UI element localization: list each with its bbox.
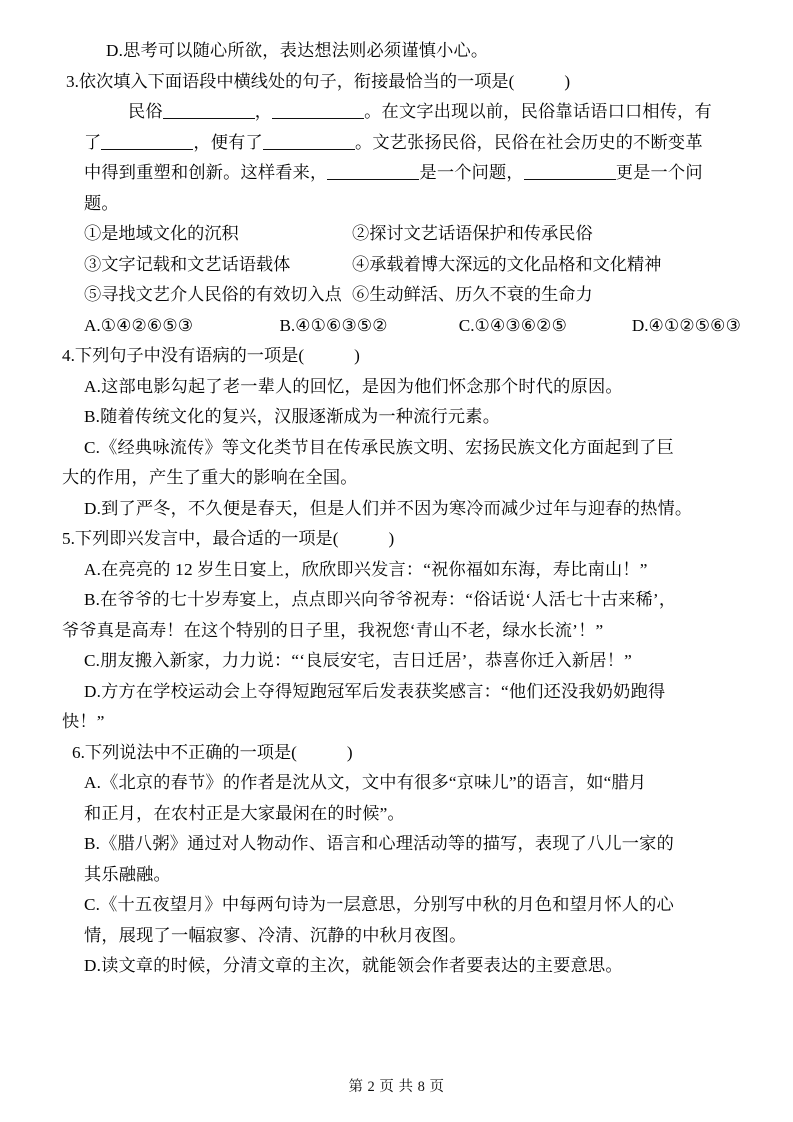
- question-5-stem: [62, 524, 741, 555]
- question-6-option-b-cont: 其乐融融。: [84, 864, 171, 884]
- question-3-option-b[interactable]: B.④①⑥③⑤②: [279, 315, 388, 335]
- question-6-stem-close: ): [346, 742, 353, 762]
- passage-text: 。文艺张扬民俗，民俗在社会历史的不断变革: [354, 132, 703, 152]
- question-5-option-d-cont: 快！”: [62, 712, 105, 731]
- page-footer: 第 2 页 共 8 页: [348, 1079, 445, 1095]
- question-3-passage-line-2: [62, 128, 741, 159]
- question-4-option-b[interactable]: B.随着传统文化的复兴，汉服逐渐成为一种流行元素。: [84, 407, 501, 426]
- fill-blank[interactable]: [163, 101, 255, 119]
- previous-option-d: D.思考可以随心所欲，表达想法则必须谨慎小心。: [106, 41, 489, 60]
- fill-blank[interactable]: [524, 162, 616, 180]
- question-6-stem: [62, 738, 741, 769]
- question-4-option-a[interactable]: A.这部电影勾起了老一辈人的回忆，是因为他们怀念那个时代的原因。: [84, 376, 623, 396]
- question-3-stem: [62, 67, 741, 98]
- fill-blank[interactable]: [101, 132, 193, 150]
- question-3-passage-line-4: 题。: [84, 193, 119, 213]
- question-3-item-2: ②探讨文艺话语保护和传承民俗: [352, 224, 593, 243]
- question-5-stem-text: 5.下列即兴发言中，最合适的一项是(: [62, 529, 339, 548]
- question-5-option-d[interactable]: D.方方在学校运动会上夺得短跑冠军后发表获奖感言：“他们还没我奶奶跑得: [84, 681, 666, 701]
- question-4-stem-close: ): [354, 346, 360, 365]
- question-3-options: [62, 311, 741, 342]
- fill-blank[interactable]: [272, 101, 364, 119]
- question-3-item-row: [62, 219, 741, 250]
- question-3-stem-text: 3.依次填入下面语段中横线处的句子，衔接最恰当的一项是(: [66, 71, 515, 91]
- question-4-option-c[interactable]: C.《经典咏流传》等文化类节目在传承民族文明、宏扬民族文化方面起到了巨: [84, 437, 674, 457]
- question-3-option-d[interactable]: D.④①②⑤⑥③: [631, 315, 741, 335]
- passage-text: ，便有了: [193, 132, 263, 152]
- question-3-item-row: [62, 280, 741, 311]
- question-3-item-6: ⑥生动鲜活、历久不衰的生命力: [352, 285, 593, 304]
- question-6-stem-text: 6.下列说法中不正确的一项是(: [72, 742, 297, 762]
- question-3-item-1: ①是地域文化的沉积: [84, 224, 239, 243]
- question-3-option-a[interactable]: A.①④②⑥⑤③: [84, 315, 194, 335]
- fill-blank[interactable]: [327, 162, 419, 180]
- question-3-item-4: ④承载着博大深远的文化品格和文化精神: [352, 254, 662, 274]
- question-6-option-c-cont: 情，展现了一幅寂寥、冷清、沉静的中秋月夜图。: [84, 925, 467, 945]
- passage-text: 了: [84, 132, 102, 152]
- question-5-option-a[interactable]: A.在亮亮的 12 岁生日宴上，欣欣即兴发言：“祝你福如东海，寿比南山！”: [84, 559, 648, 579]
- question-3-stem-close: ): [564, 71, 571, 91]
- question-3-item-row: [62, 250, 741, 281]
- passage-text: 民俗: [128, 102, 163, 121]
- question-5-option-b[interactable]: B.在爷爷的七十岁寿宴上，点点即兴向爷爷祝寿：“俗话说‘人活七十古来稀’，: [84, 590, 677, 609]
- question-6-option-a-cont: 和正月，在农村正是大家最闲在的时候”。: [84, 803, 405, 823]
- passage-text: ，: [254, 102, 273, 121]
- question-4-stem-text: 4.下列句子中没有语病的一项是(: [62, 346, 305, 365]
- question-3-item-3: ③文字记载和文艺话语载体: [84, 254, 291, 274]
- question-3-option-c[interactable]: C.①④③⑥②⑤: [458, 315, 567, 335]
- passage-text: 更是一个问: [615, 163, 703, 182]
- question-3-passage-line-1: [62, 97, 741, 128]
- question-5-option-c[interactable]: C.朋友搬入新家，力力说：“‘良辰安宅，吉日迁居’，恭喜你迁入新居！”: [84, 651, 632, 670]
- question-6-option-a[interactable]: A.《北京的春节》的作者是沈从文，文中有很多“京味儿”的语言，如“腊月: [84, 773, 647, 792]
- question-4-option-c-cont: 大的作用，产生了重大的影响在全国。: [62, 468, 358, 487]
- question-6-option-d[interactable]: D.读文章的时候，分清文章的主次，就能领会作者要表达的主要意思。: [84, 956, 623, 975]
- question-3-item-5: ⑤寻找文艺介人民俗的有效切入点: [84, 285, 342, 304]
- question-4-option-d[interactable]: D.到了严冬，不久便是春天，但是人们并不因为寒冷而减少过年与迎春的热情。: [84, 498, 693, 518]
- question-5-stem-close: ): [388, 529, 395, 548]
- passage-text: 中得到重塑和创新。这样看来，: [84, 163, 328, 182]
- question-6-option-c[interactable]: C.《十五夜望月》中每两句诗为一层意思，分别写中秋的月色和望月怀人的心: [84, 895, 674, 914]
- passage-text: 。在文字出现以前，民俗靠话语口口相传，有: [364, 102, 712, 121]
- question-5-option-b-cont: 爷爷真是高寿！在这个特别的日子里，我祝您‘青山不老，绿水长流’！”: [62, 620, 604, 640]
- question-6-option-b[interactable]: B.《腊八粥》通过对人物动作、语言和心理活动等的描写，表现了八儿一家的: [84, 834, 674, 853]
- fill-blank[interactable]: [263, 132, 355, 150]
- passage-text: 是一个问题，: [419, 163, 524, 182]
- question-4-stem: [62, 341, 741, 372]
- question-3-passage-line-3: [62, 158, 741, 189]
